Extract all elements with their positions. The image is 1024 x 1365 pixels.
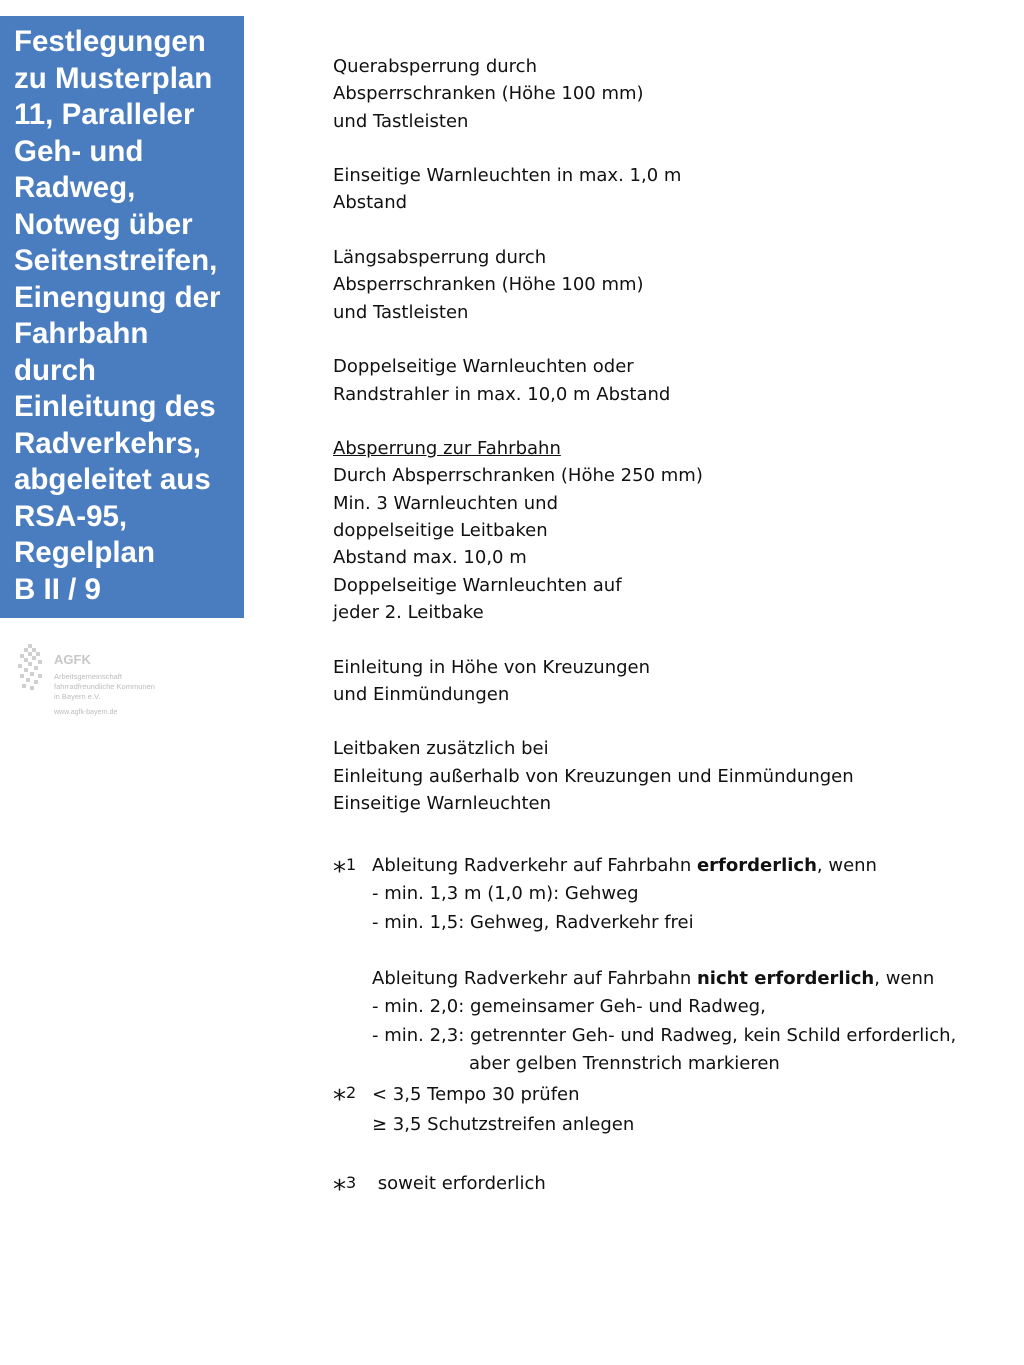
logo-name: AGFK [54, 652, 91, 667]
title-line: Festlegungen [14, 25, 206, 58]
title-line: Regelplan [14, 536, 155, 569]
title-line: Einengung der [14, 280, 221, 314]
footnote-body [372, 1170, 546, 1198]
footnote-line: - min. 2,3: getrennter Geh- und Radweg, kein Schild erforderlich, [372, 1024, 957, 1046]
title-line: Radweg, [14, 171, 136, 204]
main-content [333, 53, 993, 845]
asterisk: * [333, 1085, 346, 1115]
asterisk: * [333, 857, 346, 887]
text-line: Querabsperrung durch [333, 56, 537, 77]
footnote-mark [333, 852, 356, 885]
text-line: und Tastleisten [333, 110, 469, 132]
paragraph-einleitung [333, 654, 993, 709]
text-fragment: , wenn [874, 968, 935, 990]
text-line: Durch Absperrschranken (Höhe 250 mm) [333, 465, 703, 487]
logo-subtitle-line: in Bayern e.V. [54, 692, 101, 701]
spacer [372, 937, 956, 965]
logo-subtitle-line: Arbeitsgemeinschaft [54, 672, 122, 681]
title-line: B II / 9 [14, 572, 101, 606]
bold-text: nicht erforderlich [696, 968, 875, 990]
text-line: jeder 2. Leitbake [333, 601, 484, 623]
text-line: doppelseitige Leitbaken [333, 520, 548, 542]
text-line: Einseitige Warnleuchten in max. 1,0 m [333, 165, 682, 187]
footnote-line: - min. 1,5: Gehweg, Radverkehr frei [372, 911, 694, 933]
title-text [14, 24, 244, 608]
title-line: Notweg über [14, 207, 193, 241]
footnote-line: - min. 1,3 m (1,0 m): Gehweg [372, 883, 639, 905]
paragraph-querabsperrung [333, 53, 993, 135]
text-line: Längsabsperrung durch [333, 247, 547, 269]
asterisk: * [333, 1175, 346, 1205]
footnote-number: 2 [346, 1083, 357, 1102]
paragraph-einseitige-warnleuchten [333, 162, 993, 217]
logo-subtitle [54, 672, 155, 702]
footnote-body [372, 1080, 634, 1139]
logo-url: www.agfk-bayern.de [54, 709, 118, 716]
footnote-line [372, 965, 956, 993]
section-heading: Absperrung zur Fahrbahn [333, 438, 561, 460]
title-line: zu Musterplan [14, 61, 213, 95]
text-line: Einleitung außerhalb von Kreuzungen und Einmündungen [333, 765, 854, 787]
text-line: Abstand [333, 192, 408, 214]
agfk-logo-icon [16, 642, 46, 694]
footnote-body [372, 852, 956, 1078]
text-fragment: Ableitung Radverkehr auf Fahrbahn [372, 968, 697, 990]
text-fragment: Ableitung Radverkehr auf Fahrbahn [372, 855, 697, 876]
text-line: Doppelseitige Warnleuchten auf [333, 574, 622, 596]
text-line: Absperrschranken (Höhe 100 mm) [333, 83, 644, 105]
title-line: Geh- und [14, 134, 144, 168]
agfk-logo [16, 642, 186, 722]
paragraph-laengsabsperrung [333, 244, 993, 326]
title-line: abgeleitet aus [14, 463, 211, 496]
paragraph-doppelseitige-warnleuchten [333, 353, 993, 408]
footnote-mark [333, 1170, 356, 1203]
bold-text: erforderlich [696, 855, 817, 876]
paragraph-absperrung-fahrbahn [333, 435, 993, 626]
text-fragment: , wenn [816, 855, 877, 876]
title-box [0, 16, 244, 618]
title-line: durch [14, 353, 96, 387]
footnote-line: aber gelben Trennstrich markieren [469, 1053, 780, 1075]
text-line: Min. 3 Warnleuchten und [333, 492, 559, 514]
footnote-line: < 3,5 Tempo 30 prüfen [372, 1084, 580, 1105]
footnote-line [372, 852, 956, 880]
footnote-number: 1 [346, 855, 357, 874]
footnote-mark [333, 1080, 356, 1113]
title-line: Radverkehrs, [14, 426, 201, 460]
footnote-line: ≥ 3,5 Schutzstreifen anlegen [372, 1113, 635, 1135]
text-line: Randstrahler in max. 10,0 m Abstand [333, 383, 671, 405]
text-line: und Einmündungen [333, 683, 510, 705]
footnote-line: - min. 2,0: gemeinsamer Geh- und Radweg, [372, 996, 766, 1018]
text-line: Leitbaken zusätzlich bei [333, 738, 549, 760]
text-line: Einleitung in Höhe von Kreuzungen [333, 656, 651, 678]
title-line: 11, Paralleler [14, 98, 195, 131]
text-line: Doppelseitige Warnleuchten oder [333, 356, 634, 378]
title-line: Fahrbahn [14, 317, 149, 350]
title-line: RSA-95, [14, 499, 128, 533]
footnote-line: soweit erforderlich [372, 1173, 546, 1194]
footnote-number: 3 [346, 1173, 357, 1192]
text-line: und Tastleisten [333, 301, 469, 323]
title-line: Einleitung des [14, 390, 216, 423]
logo-subtitle-line: fahrradfreundliche Kommunen [54, 682, 155, 691]
text-line: Abstand max. 10,0 m [333, 547, 527, 569]
text-line: Absperrschranken (Höhe 100 mm) [333, 274, 644, 296]
title-line: Seitenstreifen, [14, 244, 218, 277]
paragraph-leitbaken [333, 735, 993, 817]
text-line: Einseitige Warnleuchten [333, 793, 552, 815]
